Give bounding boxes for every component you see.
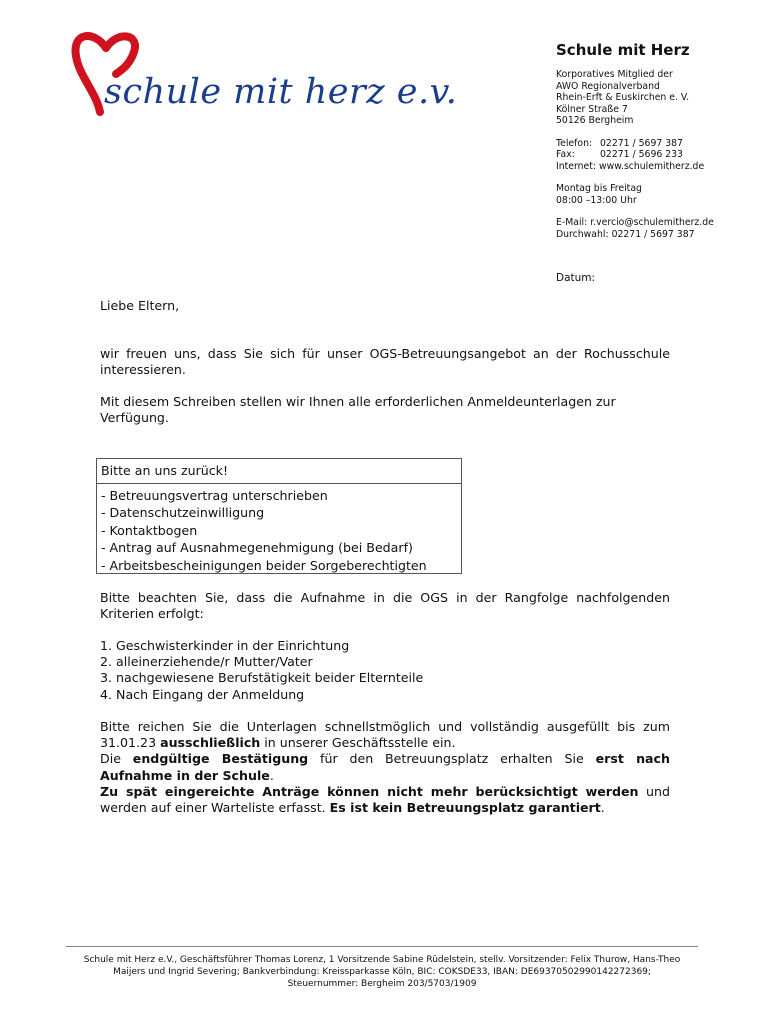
- email-line: [556, 217, 756, 229]
- footer-line: Steuernummer: Bergheim 203/5703/1909: [287, 979, 477, 989]
- criteria-list: [100, 638, 670, 703]
- sender-line: Korporatives Mitglied der: [556, 69, 673, 80]
- list-item: - Antrag auf Ausnahmegenehmigung (bei Bedarf): [101, 540, 413, 556]
- footer-divider: [66, 946, 698, 947]
- logo: [66, 26, 458, 126]
- footer: [66, 954, 698, 990]
- deadline-paragraph: [100, 719, 670, 816]
- email-link[interactable]: r.vercio@schulemitherz.de: [590, 217, 714, 228]
- fax-value: 02271 / 5696 233: [600, 149, 683, 160]
- footer-line: Maijers und Ingrid Severing; Bankverbindung: Kreissparkasse Köln, BIC: COKSDE33, IBAN: DE69370502990142272369;: [113, 967, 651, 977]
- list-item: 4. Nach Eingang der Anmeldung: [100, 686, 305, 702]
- date-label: Datum:: [556, 272, 596, 284]
- fax-line: [556, 149, 756, 161]
- direct-value: 02271 / 5697 387: [611, 228, 695, 240]
- phone-value: 02271 / 5697 387: [600, 137, 683, 149]
- documents-paragraph: Mit diesem Schreiben stellen wir Ihnen alle erforderlichen Anmeldeunterlagen zur Verfügung.: [100, 394, 616, 426]
- hours-time: 08:00 –13:00 Uhr: [556, 194, 637, 206]
- internet-link[interactable]: www.schulemitherz.de: [599, 160, 705, 172]
- fax-label: Fax:: [556, 149, 575, 160]
- return-documents-box: [96, 458, 462, 574]
- phone-line: [556, 138, 756, 150]
- emphasis: erst nach Aufnahme in der Schule: [100, 751, 670, 783]
- emphasis: Zu spät eingereichte Anträge können nicht mehr berücksichtigt werden: [100, 783, 639, 799]
- salutation: Liebe Eltern,: [100, 298, 180, 313]
- text-run: .: [600, 800, 605, 816]
- internet-label: Internet:: [556, 160, 597, 172]
- box-title: Bitte an uns zurück!: [97, 459, 461, 484]
- list-item: - Kontaktbogen: [101, 522, 198, 538]
- emphasis: ausschließlich: [160, 735, 261, 751]
- criteria-intro: Bitte beachten Sie, dass die Aufnahme in die OGS in der Rangfolge nachfolgenden Kriterien erfolgt:: [100, 590, 670, 622]
- list-item: 3. nachgewiesene Berufstätigkeit beider Elternteile: [100, 670, 424, 686]
- footer-line: Schule mit Herz e.V., Geschäftsführer Thomas Lorenz, 1 Vorsitzende Sabine Rüdelstein, stellv. Vorsitzender: Felix Thurow, Hans-Theo: [83, 955, 681, 965]
- sender-line: Kölner Straße 7: [556, 103, 628, 115]
- list-item: - Arbeitsbescheinigungen beider Sorgeberechtigten: [101, 557, 427, 573]
- sender-line: Rhein-Erft & Euskirchen e. V.: [556, 92, 690, 103]
- phone-label: Telefon:: [556, 137, 593, 149]
- text-run: in unserer Geschäftsstelle ein.: [260, 735, 456, 751]
- text-run: .: [269, 767, 274, 783]
- sender-line: AWO Regionalverband: [556, 80, 660, 92]
- text-run: für den Betreuungsplatz erhalten Sie: [308, 751, 596, 767]
- sender-block: [556, 40, 756, 240]
- direct-label: Durchwahl:: [556, 228, 609, 240]
- text-run: Bitte reichen Sie die Unterlagen schnellstmöglich und vollständig ausgefüllt bis zum 31.01.23: [100, 719, 670, 751]
- emphasis: Es ist kein Betreuungsplatz garantiert: [329, 800, 601, 816]
- hours-days: Montag bis Freitag: [556, 183, 642, 194]
- text-run: Die: [100, 751, 133, 767]
- intro-paragraph: wir freuen uns, dass Sie sich für unser OGS-Betreuungsangebot an der Rochusschule interessieren.: [100, 346, 670, 378]
- list-item: 2. alleinerziehende/r Mutter/Vater: [100, 654, 313, 670]
- list-item: - Betreuungsvertrag unterschrieben: [101, 488, 328, 503]
- text-run: und werden auf einer Warteliste erfasst.: [100, 783, 670, 816]
- direct-line: [556, 229, 756, 241]
- internet-line: [556, 161, 756, 173]
- emphasis: endgültige Bestätigung: [132, 751, 309, 767]
- logo-text: schule mit herz e.v.: [104, 72, 458, 112]
- list-item: 1. Geschwisterkinder in der Einrichtung: [100, 638, 350, 653]
- sender-line: 50126 Bergheim: [556, 115, 634, 126]
- box-list: [97, 484, 461, 574]
- org-title: Schule mit Herz: [556, 41, 690, 59]
- list-item: - Datenschutzeinwilligung: [101, 505, 265, 521]
- email-label: E-Mail:: [556, 217, 588, 228]
